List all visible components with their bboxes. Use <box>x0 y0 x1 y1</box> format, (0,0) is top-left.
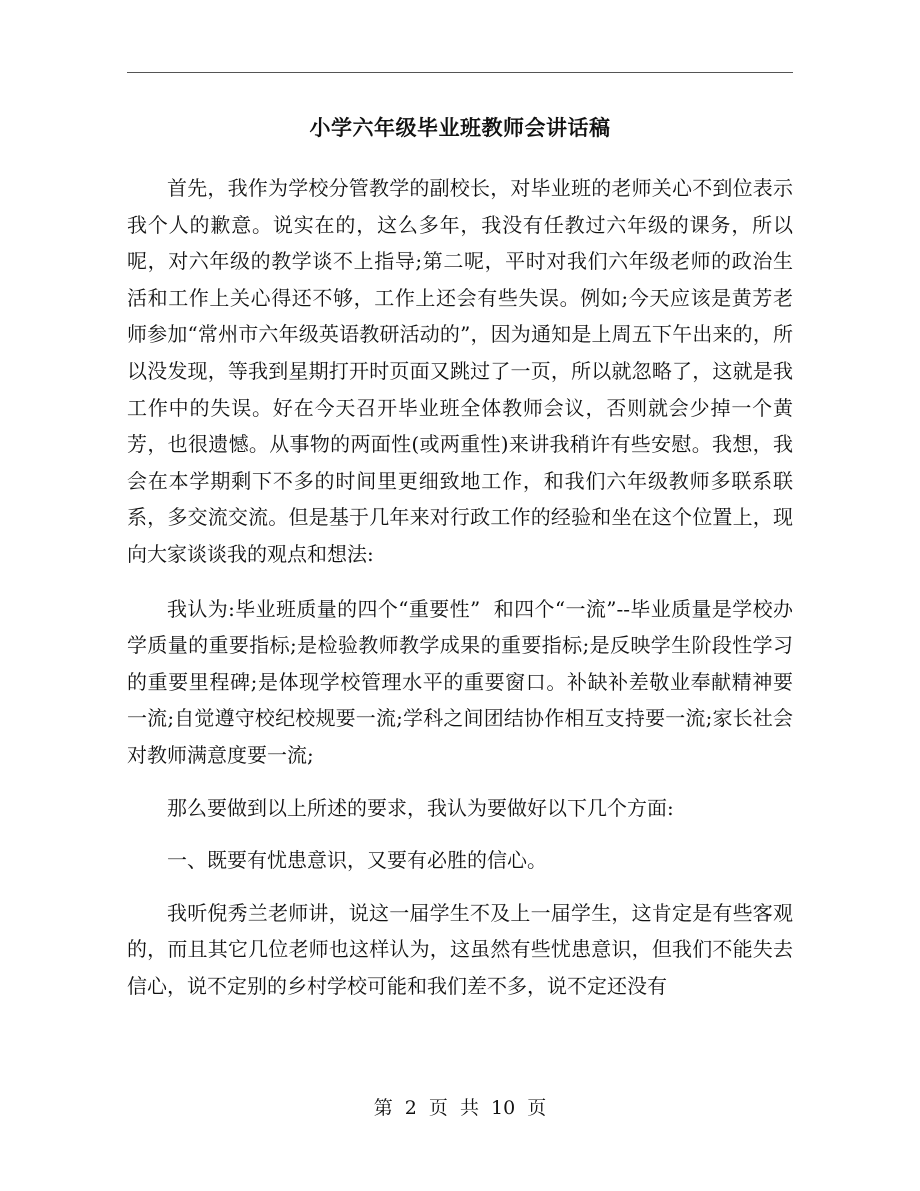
document-title: 小学六年级毕业班教师会讲话稿 <box>309 115 611 140</box>
paragraph-requirements: 那么要做到以上所述的要求，我认为要做好以下几个方面: <box>167 795 674 820</box>
paragraph-section-1: 我听倪秀兰老师讲，说这一届学生不及上一届学生，这肯定是有些客观的，而且其它几位老师也这样认为，这虽然有些忧患意识，但我们不能失去信心，说不定别的乡村学校可能和我们差不多，说不定还没有 <box>127 900 793 998</box>
paragraph-intro: 首先，我作为学校分管教学的副校长，对毕业班的老师关心不到位表示我个人的歉意。说实在的，这么多年，我没有任教过六年级的课务，所以呢，对六年级的教学谈不上指导;第二呢，平时对我们六年级老师的政治生活和工作上关心得还不够，工作上还会有些失误。例如;今天应该是黄芳老师参加“常州市六年级英语教研活动的”，因为通知是上周五下午出来的，所以没发现，等我到星期打开时页面又跳过了一页，所以就忽略了，这就是我工作中的失误。好在今天召开毕业班全体教师会议，否则就会少掉一个黄芳，也很遗憾。从事物的两面性(或两重性)来讲我稍许有些安慰。我想，我会在本学期剩下不多的时间里更细致地工作，和我们六年级教师多联系联系，多交流交流。但是基于几年来对行政工作的经验和坐在这个位置上，现向大家谈谈我的观点和想法: <box>127 176 793 566</box>
section-heading-1: 一、既要有忧患意识，又要有必胜的信心。 <box>167 848 547 873</box>
header-rule <box>127 72 793 73</box>
page-footer: 第 2 页 共 10 页 <box>373 1097 547 1119</box>
document-body <box>127 170 793 1020</box>
paragraph-importance: 我认为:毕业班质量的四个“重要性” 和四个“一流”--毕业质量是学校办学质量的重要指标;是检验教师教学成果的重要指标;是反映学生阶段性学习的重要里程碑;是体现学校管理水平的重要窗口。补缺补差敬业奉献精神要一流;自觉遵守校纪校规要一流;学科之间团结协作相互支持要一流;家长社会对教师满意度要一流; <box>127 596 793 767</box>
